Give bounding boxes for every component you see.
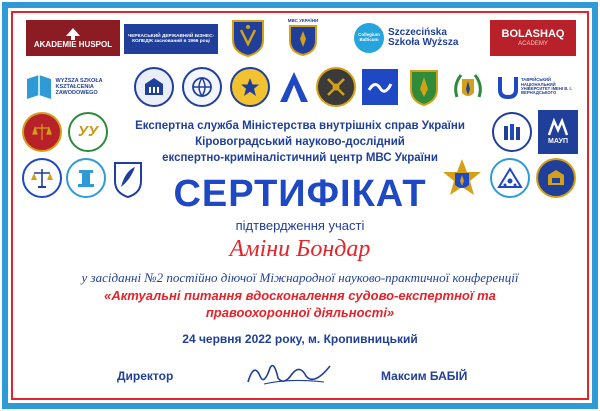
regional-coat-of-arms: [406, 66, 442, 108]
date-place: 24 червня 2022 року, м. Кропивницький: [182, 332, 418, 346]
org-line-3: експертно-криміналістичний центр МВС України: [162, 152, 438, 164]
director-label: Директор: [117, 369, 174, 383]
tree-icon: [63, 27, 83, 41]
certificate-title: СЕРТИФІКАТ: [173, 173, 427, 215]
conference-title-line-2: правоохоронної діяльності»: [205, 305, 395, 320]
books-icon: [501, 121, 523, 143]
mvs-shield-icon: [286, 23, 320, 57]
scales-icon: [31, 121, 53, 143]
session-line: у засіданні №2 постійно діючої Міжнародної науково-практичної конференції: [81, 270, 519, 285]
wave-icon: [367, 76, 393, 98]
uu-logo: УУ: [68, 112, 108, 152]
business-college-logo: ЧЕРКАСЬКИЙ ДЕРЖАВНИЙ БІЗНЕС-КОЛЕДЖ заснований в 1966 році: [124, 24, 218, 54]
org-line-2: Кіровоградський науково-дослідний: [195, 136, 405, 148]
book-icon: [25, 73, 53, 103]
wreath-icon: [449, 67, 487, 107]
maup-emblem-icon: [546, 118, 570, 138]
bolashaq-logo: BOLASHAQ ACADEMY: [490, 20, 576, 56]
signer-name: Максим БАБІЙ: [381, 369, 468, 383]
letter-u-icon: [497, 74, 519, 100]
right-seal-1: [492, 112, 532, 152]
maup-logo: МАУП: [538, 110, 578, 154]
star-icon: [239, 76, 261, 98]
crossed-swords-icon: [325, 76, 347, 98]
letter-a-icon: [277, 69, 311, 105]
collegium-balticum-badge: Collegium Balticum: [354, 23, 384, 53]
university-seal-3: [230, 67, 270, 107]
signature: [244, 356, 334, 390]
recipient-name: Аміни Бондар: [229, 236, 371, 262]
tavria-university-logo: ТАВРІЙСЬКИЙ НАЦІОНАЛЬНИЙ УНІВЕРСИТЕТ ІМЕНІ В. І. ВЕРНАДСЬКОГО: [496, 67, 580, 107]
coat-of-arms-icon: [407, 67, 441, 107]
org-line-1: Експертна служба Міністерства внутрішніх справ України: [135, 120, 465, 132]
a-letter-logo: [276, 67, 312, 107]
conference-title-line-1: «Актуальні питання вдосконалення судово-експертної та: [104, 288, 496, 303]
left-seal-1: [22, 112, 62, 152]
wreath-emblem: [448, 66, 488, 108]
mvs-emblem: МВС УКРАЇНИ: [283, 17, 323, 59]
wyzsza-szkola-logo: WYŻSZA SZKOŁA KSZTAŁCENIA ZAWODOWEGO: [24, 68, 122, 108]
certificate-subtitle: підтвердження участі: [235, 218, 365, 233]
university-seal-4: [316, 67, 356, 107]
building-icon: [142, 75, 166, 99]
hospol-logo: AKADEMIE HUSPOL: [26, 20, 120, 56]
university-seal-1: [134, 67, 174, 107]
blue-square-logo: [362, 69, 398, 105]
university-seal-2: [182, 67, 222, 107]
shield-icon: [230, 18, 266, 58]
szczecinska-logo: Collegium Balticum Szczecińska Szkoła Wyższa: [348, 21, 474, 55]
globe-icon: [190, 75, 214, 99]
police-academy-emblem: [230, 18, 266, 58]
